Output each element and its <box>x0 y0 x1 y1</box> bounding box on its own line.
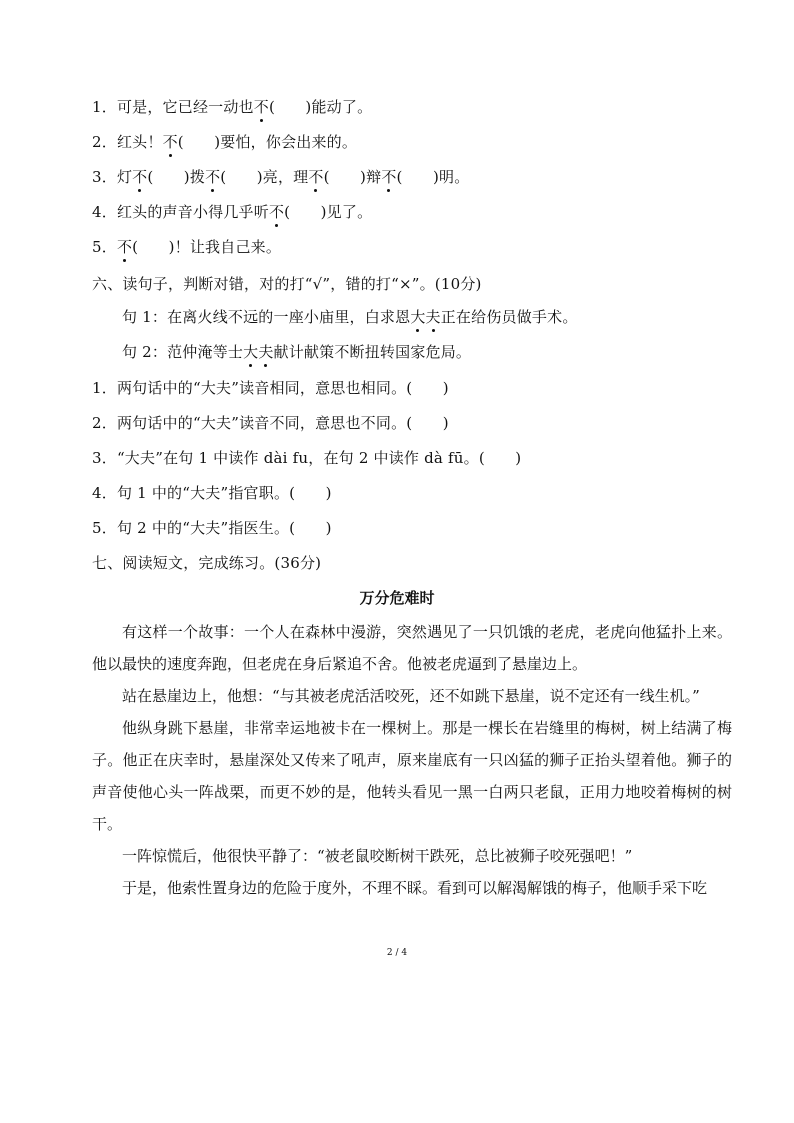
dotted-char: 不 <box>162 133 178 151</box>
part6-question-3[interactable]: 3．“大夫”在句 1 中读作 dài fu，在句 2 中读作 dà fū。( ) <box>92 449 522 467</box>
part6-question-2[interactable]: 2．两句话中的“大夫”读音不同，意思也不同。( ) <box>92 414 449 432</box>
dotted-char: 大 <box>243 343 259 361</box>
part7-heading: 七、阅读短文，完成练习。(36分) <box>92 554 322 572</box>
answer-blank[interactable]: ( )要怕，你会出来的。 <box>177 133 358 151</box>
answer-blank[interactable]: ( )明。 <box>396 168 470 186</box>
part6-sentence-2: 句 2：范仲淹等士大夫献计献策不断扭转国家危局。 <box>122 343 472 361</box>
question-number: 1． <box>92 98 117 116</box>
passage-body <box>92 616 732 904</box>
dotted-char: 不 <box>381 168 397 186</box>
part6-question-4[interactable]: 4．句 1 中的“大夫”指官职。( ) <box>92 484 332 502</box>
part6-heading: 六、读句子，判断对错，对的打“√”，错的打“×”。(10分) <box>92 275 482 293</box>
passage-paragraph-5: 于是，他索性置身边的危险于度外，不理不睬。看到可以解渴解饿的梅子，他顺手采下吃 <box>122 879 708 897</box>
answer-blank[interactable]: ( )！让我自己来。 <box>132 238 282 256</box>
answer-blank[interactable]: ( )能动了。 <box>268 98 373 116</box>
question-number: 3． <box>92 168 117 186</box>
part6-question-1[interactable]: 1．两句话中的“大夫”读音相同，意思也相同。( ) <box>92 379 449 397</box>
dotted-char: 不 <box>268 203 285 221</box>
question-number: 4． <box>92 203 117 221</box>
dotted-char: 不 <box>253 98 269 116</box>
question-number: 5． <box>92 238 117 256</box>
dotted-char: 不 <box>308 168 324 186</box>
dotted-char: 大 <box>410 308 426 326</box>
answer-blank[interactable]: ( )辩 <box>323 168 382 186</box>
answer-blank[interactable]: ( )见了。 <box>284 203 373 221</box>
passage-paragraph-4: 一阵惊慌后，他很快平静了：“被老鼠咬断树干跌死，总比被狮子咬死强吧！” <box>122 847 633 865</box>
dotted-char: 不 <box>116 238 133 256</box>
part5-question-3: 3．灯不( )拨不( )亮，理不( )辩不( )明。 <box>92 168 470 186</box>
part6-sentence-1: 句 1：在离火线不远的一座小庙里，白求恩大夫正在给伤员做手术。 <box>122 308 578 326</box>
question-number: 2． <box>92 133 117 151</box>
passage-paragraph-2: 站在悬崖边上，他想：“与其被老虎活活咬死，还不如跳下悬崖，说不定还有一线生机。” <box>122 687 700 705</box>
dotted-char: 不 <box>132 168 148 186</box>
dotted-char: 不 <box>205 168 221 186</box>
answer-blank[interactable]: ( )亮，理 <box>220 168 309 186</box>
passage-paragraph-1: 有这样一个故事：一个人在森林中漫游，突然遇见了一只饥饿的老虎，老虎向他猛扑上来。他以最快的速度奔跑，但老虎在身后紧追不舍。他被老虎逼到了悬崖边上。 <box>92 623 732 673</box>
answer-blank[interactable]: ( )拨 <box>147 168 206 186</box>
part5-question-2: 2．红头！不( )要怕，你会出来的。 <box>92 133 358 151</box>
part6-question-5[interactable]: 5．句 2 中的“大夫”指医生。( ) <box>92 519 332 537</box>
passage-paragraph-3: 他纵身跳下悬崖，非常幸运地被卡在一棵树上。那是一棵长在岩缝里的梅树，树上结满了梅子。他正在庆幸时，悬崖深处又传来了吼声，原来崖底有一只凶猛的狮子正抬头望着他。狮子的声音使他心头一阵战栗，而更不妙的是，他转头看见一黑一白两只老鼠，正用力地咬着梅树的树干。 <box>92 719 732 833</box>
passage-title: 万分危难时 <box>359 589 435 607</box>
part5-question-4: 4．红头的声音小得几乎听不( )见了。 <box>92 203 373 221</box>
dotted-char: 夫 <box>425 308 441 326</box>
page-number: 2 / 4 <box>386 948 408 958</box>
part5-question-1: 1．可是，它已经一动也不( )能动了。 <box>92 98 373 116</box>
dotted-char: 夫 <box>258 343 274 361</box>
part5-question-5 <box>92 237 732 257</box>
